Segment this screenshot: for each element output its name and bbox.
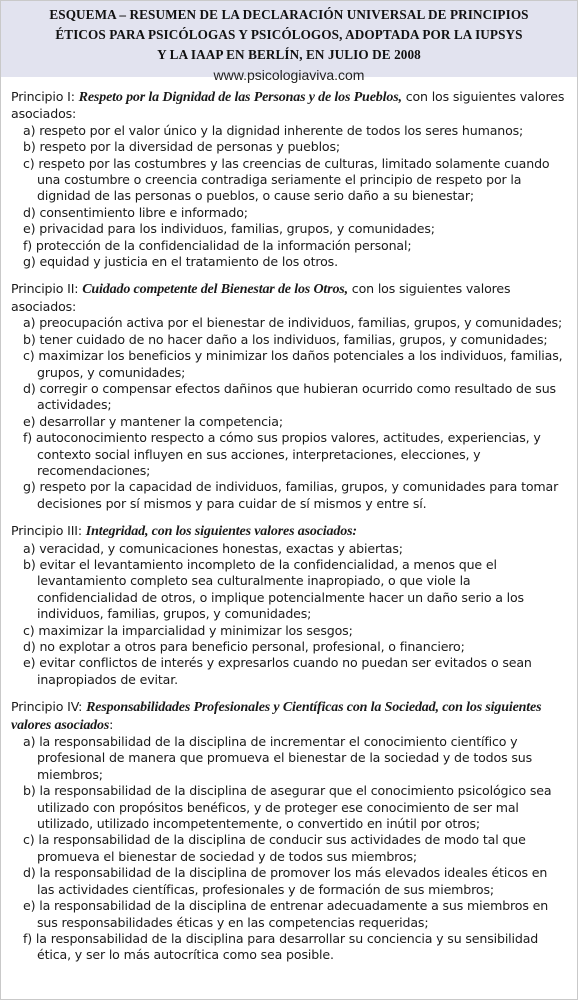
value-letter: b) xyxy=(23,139,36,155)
principle-heading xyxy=(11,89,567,123)
value-text: veracidad, y comunicaciones honestas, exactas y abiertas; xyxy=(39,540,403,556)
value-item xyxy=(11,139,567,155)
principle-heading xyxy=(11,523,567,540)
header-title-line-1: ESQUEMA – RESUMEN DE LA DECLARACIÓN UNIVERSAL DE PRINCIPIOS xyxy=(49,7,529,22)
value-item xyxy=(11,348,567,381)
value-item xyxy=(11,541,567,557)
principle-prefix: Principio I: xyxy=(11,89,79,104)
principle-name: Responsabilidades Profesionales y Científicas con la Sociedad, con los siguientes valores asociados xyxy=(11,700,542,733)
value-letter: c) xyxy=(23,622,35,638)
watermark-url: www.psicologiaviva.com xyxy=(213,67,365,83)
value-text: consentimiento libre e informado; xyxy=(39,204,248,220)
value-letter: b) xyxy=(23,331,36,347)
value-letter: f) xyxy=(23,430,33,446)
value-item xyxy=(11,479,567,512)
header-title-line-3: Y LA IAAP EN BERLÍN, EN JULIO DE 2008 xyxy=(157,47,421,62)
value-text: protección de la confidencialidad de la información personal; xyxy=(35,237,412,253)
value-item xyxy=(11,557,567,623)
principles-list xyxy=(1,89,577,964)
value-text: evitar el levantamiento incompleto de la confidencialidad, a menos que el levantamiento completo sea culturalmente inapropiado, o que viole la confidencialidad de otros, o implique potencialmente hacer un daño serio a los individuos, familias, grupos, y comunidades; xyxy=(37,556,524,622)
principle-heading xyxy=(11,281,567,315)
value-letter: f) xyxy=(23,237,33,253)
value-item xyxy=(11,238,567,254)
value-item xyxy=(11,734,567,783)
value-text: privacidad para los individuos, familias, grupos, y comunidades; xyxy=(39,221,435,237)
value-letter: g) xyxy=(23,254,36,270)
value-item xyxy=(11,381,567,414)
value-item xyxy=(11,655,567,688)
value-item xyxy=(11,931,567,964)
value-item xyxy=(11,430,567,479)
principle-section xyxy=(11,523,567,688)
value-text: respeto por la capacidad de individuos, familias, grupos, y comunidades para tomar decisiones por sí mismos y para cuidar de sí mismos y entre sí. xyxy=(37,479,559,511)
value-text: maximizar la imparcialidad y minimizar los sesgos; xyxy=(38,622,353,638)
principle-prefix: Principio III: xyxy=(11,523,86,539)
value-item xyxy=(11,639,567,655)
value-text: preocupación activa por el bienestar de individuos, familias, grupos, y comunidades; xyxy=(39,315,563,331)
principle-name: Integridad, con los siguientes valores asociados: xyxy=(85,524,357,540)
value-letter: a) xyxy=(23,734,36,750)
value-text: la responsabilidad de la disciplina de incrementar el conocimiento científico y profesional de manera que promueva el bienestar de la sociedad y de todos sus miembros; xyxy=(37,734,532,782)
value-letter: f) xyxy=(23,930,33,946)
value-letter: d) xyxy=(23,639,36,654)
header-title-line-2: ÉTICOS PARA PSICÓLOGAS Y PSICÓLOGOS, ADOPTADA POR LA IUPSYS xyxy=(55,27,523,42)
value-text: respeto por el valor único y la dignidad inherente de todos los seres humanos; xyxy=(39,122,524,138)
value-letter: b) xyxy=(23,783,36,799)
principle-suffix: con los siguientes valores asociados: xyxy=(11,281,511,314)
value-text: la responsabilidad de la disciplina para desarrollar su conciencia y su sensibilidad ética, y ser lo más autocrítica como sea posible. xyxy=(35,930,539,963)
value-letter: c) xyxy=(23,155,35,171)
value-item xyxy=(11,898,567,931)
value-letter: d) xyxy=(23,380,36,396)
value-letter: a) xyxy=(23,315,36,331)
value-letter: a) xyxy=(23,122,36,138)
document-header xyxy=(1,1,577,77)
value-letter: c) xyxy=(23,348,35,364)
value-text: tener cuidado de no hacer daño a los individuos, familias, grupos, y comunidades; xyxy=(39,331,548,347)
values-list xyxy=(11,123,567,271)
value-text: autoconocimiento respecto a cómo sus propios valores, actitudes, experiencias, y contexto social influyen en sus acciones, interpretaciones, elecciones, y recomendaciones; xyxy=(35,430,541,478)
value-text: la responsabilidad de la disciplina de entrenar adecuadamente a sus miembros en sus responsabilidades éticas y en las competencias requeridas; xyxy=(37,898,549,930)
principle-prefix: Principio IV: xyxy=(11,699,87,715)
value-item xyxy=(11,783,567,832)
value-letter: e) xyxy=(23,413,36,429)
value-text: respeto por las costumbres y las creencias de culturas, limitado solamente cuando una costumbre o creencia contradiga seriamente el principio de respeto por la dignidad de las personas o pueblos, o cause serio daño a su bienestar; xyxy=(37,155,550,204)
value-item xyxy=(11,623,567,639)
value-letter: e) xyxy=(23,655,36,671)
value-letter: d) xyxy=(23,204,36,220)
value-item xyxy=(11,832,567,865)
value-text: no explotar a otros para beneficio personal, profesional, o financiero; xyxy=(39,639,465,654)
values-list xyxy=(11,541,567,689)
value-item xyxy=(11,254,567,270)
value-letter: d) xyxy=(23,865,36,881)
principle-section xyxy=(11,281,567,512)
principle-section xyxy=(11,89,567,270)
value-text: corregir o compensar efectos dañinos que hubieran ocurrido como resultado de sus actividades; xyxy=(37,380,556,413)
value-item xyxy=(11,205,567,221)
value-text: equidad y justicia en el tratamiento de los otros. xyxy=(39,254,338,270)
value-letter: b) xyxy=(23,556,36,572)
principle-name: Cuidado competente del Bienestar de los Otros, xyxy=(82,282,348,298)
value-letter: a) xyxy=(23,540,36,556)
principle-section xyxy=(11,699,567,964)
value-letter: g) xyxy=(23,479,36,495)
value-text: respeto por la diversidad de personas y pueblos; xyxy=(39,139,340,155)
value-letter: e) xyxy=(23,898,36,914)
value-item xyxy=(11,315,567,331)
values-list xyxy=(11,315,567,512)
principle-suffix: con los siguientes valores asociados: xyxy=(11,89,565,122)
value-text: evitar conflictos de interés y expresarlos cuando no puedan ser evitados o sean inapropiados de evitar. xyxy=(37,655,532,687)
value-item xyxy=(11,156,567,205)
value-item xyxy=(11,221,567,237)
value-letter: e) xyxy=(23,221,36,237)
value-text: la responsabilidad de la disciplina de asegurar que el conocimiento psicológico sea utilizado con propósitos benéficos, y de proteger ese conocimiento de ser mal utilizado, utilizado incompetentemente, o convertido en inútil por otros; xyxy=(37,783,552,832)
value-item xyxy=(11,865,567,898)
principle-heading xyxy=(11,699,567,734)
value-text: la responsabilidad de la disciplina de conducir sus actividades de modo tal que promueva el bienestar de sociedad y de todos sus miembros; xyxy=(37,832,526,864)
value-text: la responsabilidad de la disciplina de promover los más elevados ideales éticos en las actividades científicas, profesionales y de formación de sus miembros; xyxy=(37,865,548,897)
principle-prefix: Principio II: xyxy=(11,281,83,297)
principle-suffix: : xyxy=(109,716,114,732)
principle-name: Respeto por la Dignidad de las Personas y de los Pueblos, xyxy=(78,90,402,105)
value-item xyxy=(11,332,567,348)
value-text: maximizar los beneficios y minimizar los daños potenciales a los individuos, familias, grupos, y comunidades; xyxy=(37,348,563,380)
value-item xyxy=(11,123,567,139)
value-text: desarrollar y mantener la competencia; xyxy=(39,413,283,429)
values-list xyxy=(11,734,567,964)
value-letter: c) xyxy=(23,832,35,848)
value-item xyxy=(11,414,567,430)
